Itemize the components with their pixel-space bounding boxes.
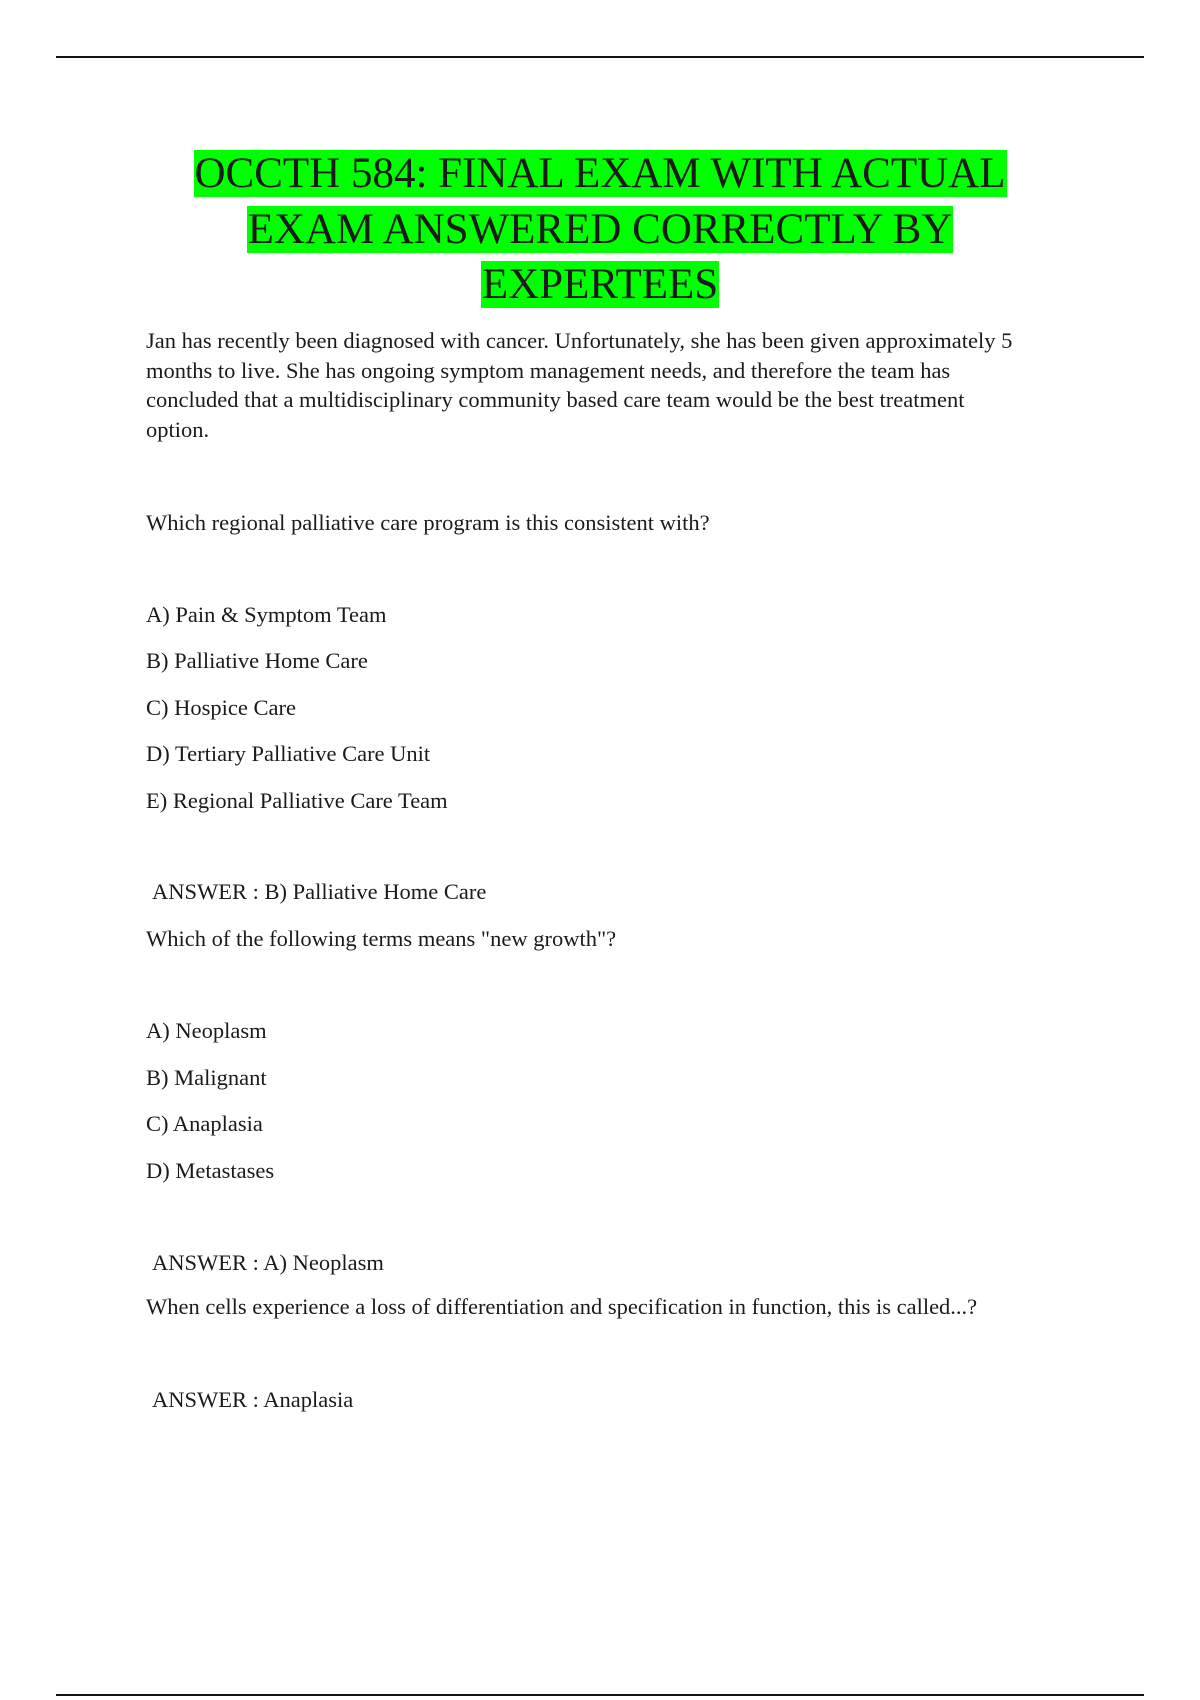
title-line-text: OCCTH 584: FINAL EXAM WITH ACTUAL <box>194 150 1006 197</box>
document-title <box>100 146 1100 313</box>
q3-answer: ANSWER : Anaplasia <box>152 1387 354 1412</box>
q1-answer: ANSWER : B) Palliative Home Care <box>152 879 487 904</box>
q1-option: E) Regional Palliative Care Team <box>146 788 448 813</box>
q1-option: B) Palliative Home Care <box>146 648 368 673</box>
q1-scenario <box>146 326 1012 444</box>
top-rule <box>56 56 1144 58</box>
q2-option: A) Neoplasm <box>146 1018 267 1043</box>
title-line <box>100 146 1100 202</box>
q1-option: A) Pain & Symptom Team <box>146 602 387 627</box>
title-line <box>100 257 1100 313</box>
scenario-line: Jan has recently been diagnosed with cancer. Unfortunately, she has been given approximately 5 <box>146 328 1013 353</box>
q2-option: C) Anaplasia <box>146 1111 263 1136</box>
title-line-text: EXPERTEES <box>481 261 719 308</box>
scenario-line: option. <box>146 416 210 442</box>
scenario-line: concluded that a multidisciplinary community based care team would be the best treatment <box>146 387 965 412</box>
scenario-line: months to live. She has ongoing symptom management needs, and therefore the team has <box>146 357 951 383</box>
q2-question: Which of the following terms means "new growth"? <box>146 926 617 951</box>
q1-option: D) Tertiary Palliative Care Unit <box>146 741 431 766</box>
q2-option: D) Metastases <box>146 1158 275 1183</box>
title-line <box>100 202 1100 258</box>
q1-option: C) Hospice Care <box>146 695 296 720</box>
q2-answer: ANSWER : A) Neoplasm <box>152 1250 384 1275</box>
title-line-text: EXAM ANSWERED CORRECTLY BY <box>247 205 953 253</box>
q1-question: Which regional palliative care program is this consistent with? <box>146 510 710 535</box>
q3-question: When cells experience a loss of differentiation and specification in function, this is called...? <box>146 1294 978 1319</box>
q2-option: B) Malignant <box>146 1065 267 1090</box>
bottom-rule <box>56 1694 1144 1696</box>
